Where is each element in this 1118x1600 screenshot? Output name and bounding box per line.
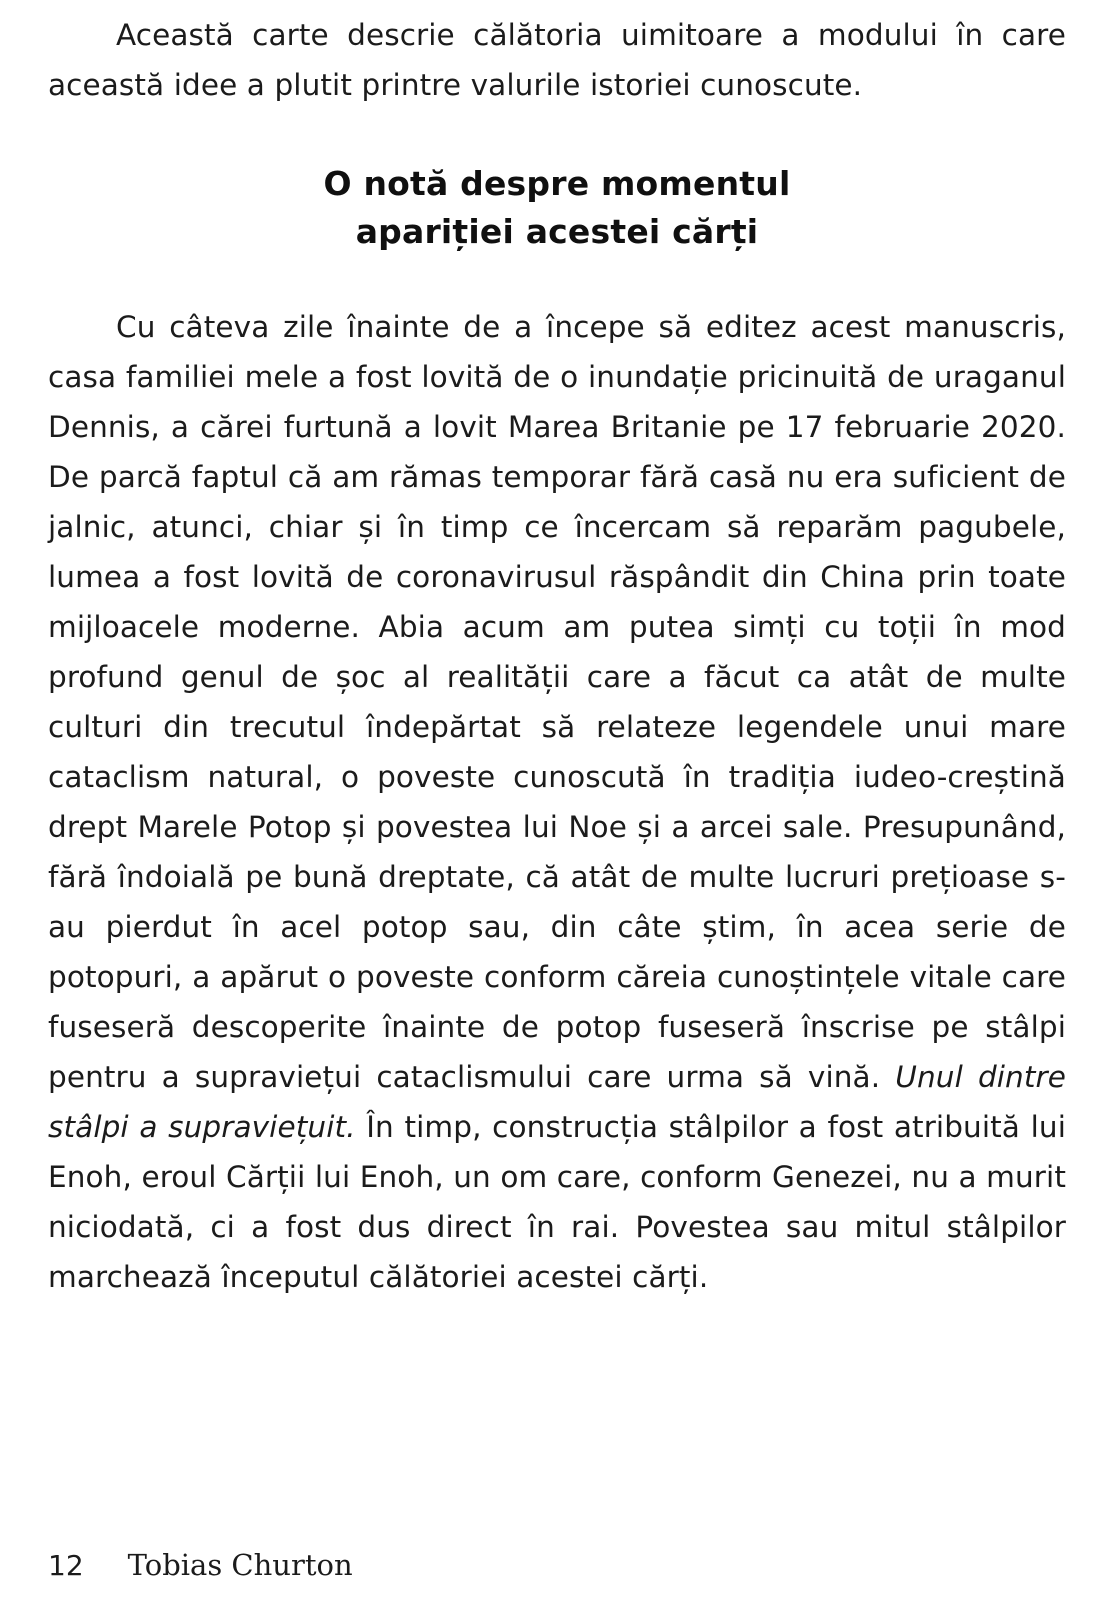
emphasized-sentence: Unul dintre stâlpi a supraviețuit. [48, 1060, 1067, 1144]
main-paragraph [48, 302, 1066, 1302]
footer-page-number: 12 [48, 1549, 84, 1582]
main-paragraph-text-after-emphasis: În timp, construcția stâlpilor a fost atribuită lui Enoh, eroul Cărții lui Enoh, un om care, conform Genezei, nu a murit niciodată, ci a fost dus direct în rai. Povestea sau mitul stâlpilor marchează începutul călătoriei acestei cărți. [48, 1110, 1066, 1294]
page-footer [48, 1548, 353, 1582]
main-paragraph-text-before-emphasis: Cu câteva zile înainte de a începe să editez acest manuscris, casa familiei mele a fost lovită de o inundație pricinuită de uraganul Dennis, a cărei furtună a lovit Marea Britanie pe 17 februarie 2020. De parcă faptul că am rămas temporar fără casă nu era suficient de jalnic, atunci, chiar și în timp ce încercam să reparăm pagubele, lumea a fost lovită de coronavirusul răspândit din China prin toate mijloacele moderne. Abia acum am putea simți cu toții în mod profund genul de șoc al realității care a făcut ca atât de multe culturi din trecutul îndepărtat să relateze legendele unui mare cataclism natural, o poveste cunoscută în tradiția iudeo-creștină drept Marele Potop și povestea lui Noe și a arcei sale. Presupunând, fără îndoială pe bună dreptate, că atât de multe lucruri prețioase s-au pierdut în acel potop sau, din câte știm, în acea serie de potopuri, a apărut o poveste conform căreia cunoștințele vitale care fuseseră descoperite înainte de potop fuseseră înscrise pe stâlpi pentru a supraviețui cataclismului care urma să vină. [48, 310, 1066, 1094]
footer-author-name: Tobias Churton [127, 1548, 353, 1582]
section-heading [201, 160, 914, 256]
intro-paragraph: Această carte descrie călătoria uimitoare a modului în care această idee a plutit printre valurile istoriei cunoscute. [48, 18, 1066, 102]
section-heading-line-1: O notă despre momentul [323, 164, 791, 203]
section-heading-line-2: apariției acestei cărți [355, 212, 759, 251]
